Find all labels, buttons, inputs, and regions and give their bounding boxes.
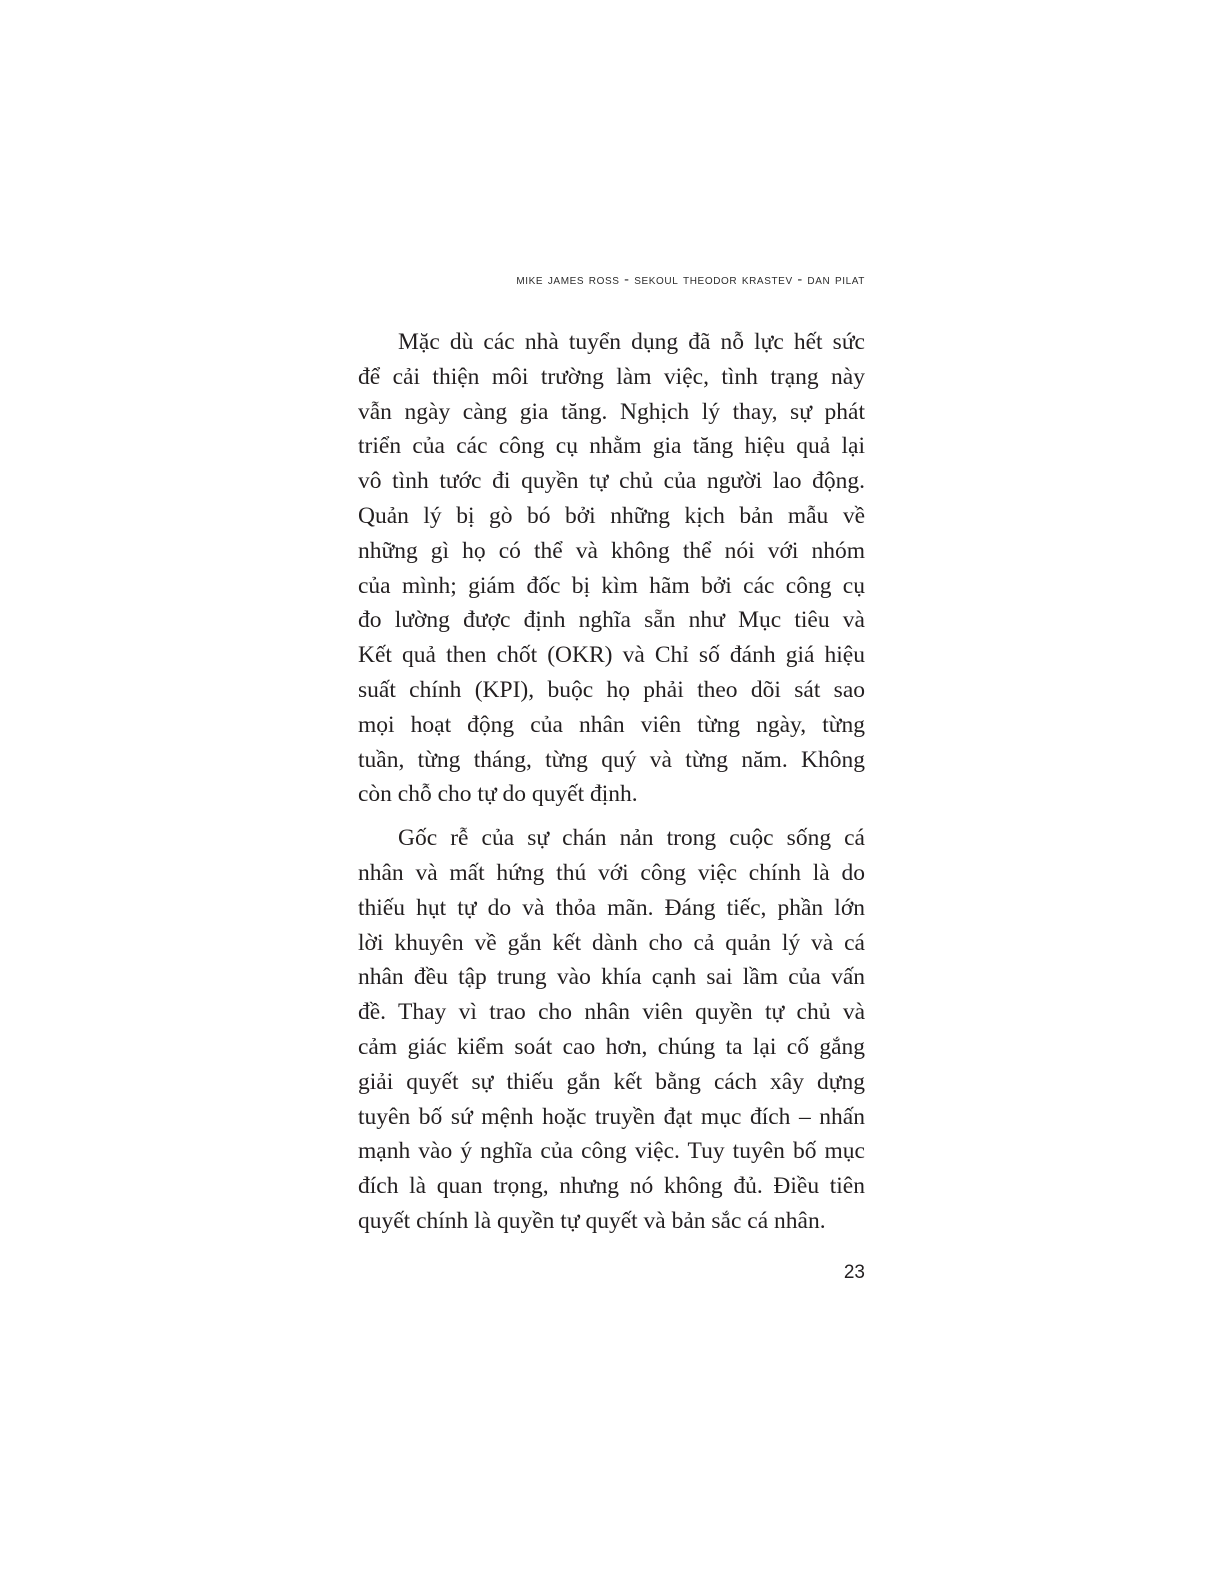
text-line: vô tình tước đi quyền tự chủ của người lao động. xyxy=(358,468,865,495)
text-line: nhân đều tập trung vào khía cạnh sai lầm của vấn xyxy=(358,964,865,991)
text-line: để cải thiện môi trường làm việc, tình trạng này xyxy=(358,363,865,390)
text-line: suất chính (KPI), buộc họ phải theo dõi sát sao xyxy=(358,676,865,703)
text-line: đo lường được định nghĩa sẵn như Mục tiêu và xyxy=(358,607,865,634)
body-text xyxy=(358,325,865,1239)
text-line: còn chỗ cho tự do quyết định. xyxy=(358,781,638,808)
text-line: đích là quan trọng, nhưng nó không đủ. Điều tiên xyxy=(358,1173,865,1200)
text-line: tuần, từng tháng, từng quý và từng năm. Không xyxy=(358,746,865,773)
text-line: mạnh vào ý nghĩa của công việc. Tuy tuyên bố mục xyxy=(358,1138,865,1165)
text-line: thiếu hụt tự do và thỏa mãn. Đáng tiếc, phần lớn xyxy=(358,894,865,921)
text-line: triển của các công cụ nhằm gia tăng hiệu quả lại xyxy=(358,433,865,460)
text-line: Quản lý bị gò bó bởi những kịch bản mẫu về xyxy=(358,502,865,529)
text-line: giải quyết sự thiếu gắn kết bằng cách xây dựng xyxy=(358,1068,865,1095)
text-line: tuyên bố sứ mệnh hoặc truyền đạt mục đích – nhấn xyxy=(358,1103,865,1130)
text-line: những gì họ có thể và không thể nói với nhóm xyxy=(358,537,865,564)
paragraph-2 xyxy=(358,821,865,1239)
text-line: nhân và mất hứng thú với công việc chính là do xyxy=(358,859,865,886)
text-line: vẫn ngày càng gia tăng. Nghịch lý thay, sự phát xyxy=(358,398,865,425)
paragraph-1 xyxy=(358,325,865,812)
text-line: mọi hoạt động của nhân viên từng ngày, từng xyxy=(358,711,865,738)
running-header: mike james ross - sekoul theodor krastev - dan pilat xyxy=(516,272,865,288)
page-number: 23 xyxy=(843,1262,865,1283)
text-line: cảm giác kiểm soát cao hơn, chúng ta lại cố gắng xyxy=(358,1033,865,1060)
text-line: đề. Thay vì trao cho nhân viên quyền tự chủ và xyxy=(358,999,865,1026)
text-line: của mình; giám đốc bị kìm hãm bởi các công cụ xyxy=(358,572,865,599)
text-line: quyết chính là quyền tự quyết và bản sắc cá nhân. xyxy=(358,1207,826,1234)
text-line: lời khuyên về gắn kết dành cho cả quản lý và cá xyxy=(358,929,865,956)
text-line: Gốc rễ của sự chán nản trong cuộc sống cá xyxy=(398,825,865,852)
text-line: Kết quả then chốt (OKR) và Chỉ số đánh giá hiệu xyxy=(358,642,865,669)
text-line: Mặc dù các nhà tuyển dụng đã nỗ lực hết sức xyxy=(398,329,865,355)
